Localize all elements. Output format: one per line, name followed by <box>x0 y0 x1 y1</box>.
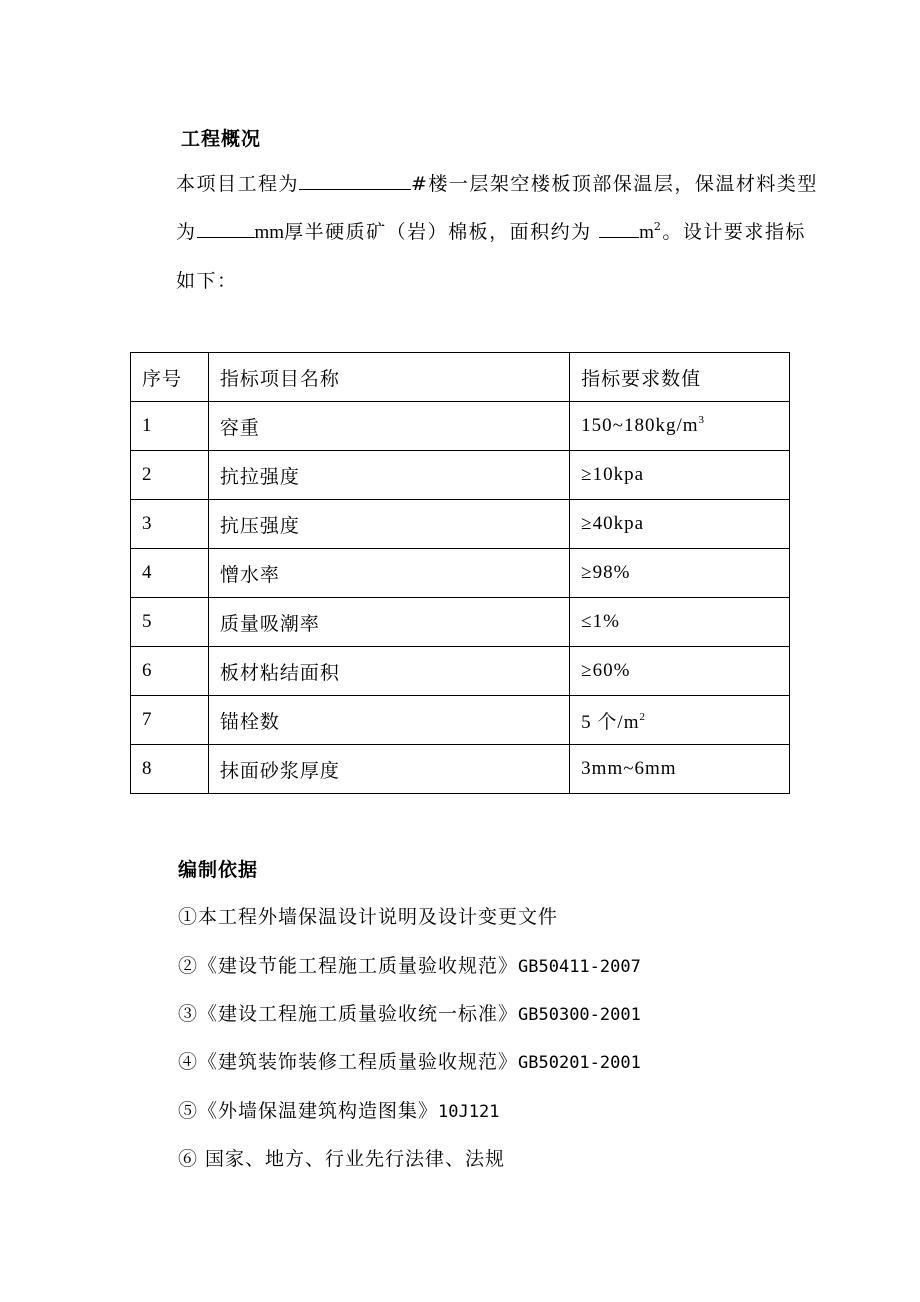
basis-item-text: ⑤《外墙保温建筑构造图集》 <box>178 1100 439 1122</box>
table-header-row <box>131 353 790 402</box>
para-text-6: 。设计要求指标如下： <box>176 221 806 292</box>
table-row <box>131 500 790 549</box>
header-cell-name: 指标项目名称 <box>208 353 569 402</box>
basis-item <box>178 1096 499 1123</box>
basis-item-text: ①本工程外墙保温设计说明及设计变更文件 <box>178 906 559 928</box>
basis-item <box>178 951 641 978</box>
row-value-sup: 3 <box>698 414 706 426</box>
row-name: 抹面砂浆厚度 <box>208 745 569 794</box>
table-row <box>131 549 790 598</box>
header-cell-no: 序号 <box>131 353 209 402</box>
basis-item <box>178 1144 505 1171</box>
row-value-text: 150~180kg/m <box>581 415 699 436</box>
row-no: 4 <box>131 549 209 598</box>
row-name: 抗压强度 <box>208 500 569 549</box>
row-no: 7 <box>131 696 209 745</box>
row-name: 质量吸潮率 <box>208 598 569 647</box>
table-row <box>131 647 790 696</box>
spec-table <box>130 352 790 794</box>
row-value-sup: 2 <box>639 710 646 723</box>
blank-thickness[interactable] <box>197 218 255 238</box>
para-text-1: 本项目工程为 <box>176 173 300 195</box>
row-value <box>570 549 790 598</box>
row-no: 3 <box>131 500 209 549</box>
para-unit-m: m <box>639 222 654 243</box>
row-value-text: ≥60% <box>581 660 631 681</box>
row-name: 板材粘结面积 <box>208 647 569 696</box>
blank-area[interactable] <box>599 218 639 238</box>
basis-item-text: ②《建设节能工程施工质量验收规范》 <box>178 955 519 977</box>
table-row <box>131 402 790 451</box>
row-value <box>570 647 790 696</box>
basis-item-code: GB50201-2001 <box>518 1053 641 1073</box>
row-value <box>570 696 790 745</box>
table-row <box>131 451 790 500</box>
basis-item <box>178 999 641 1026</box>
para-text-2: #楼一层架空楼板顶部保温层，保温材料类型为 <box>176 173 818 243</box>
row-value <box>570 500 790 549</box>
basis-item-code: 10J121 <box>438 1102 500 1122</box>
row-value-text: 5 个/m <box>581 711 640 733</box>
basis-item-text: ③《建设工程施工质量验收统一标准》 <box>178 1003 519 1025</box>
row-name: 锚栓数 <box>208 696 569 745</box>
row-value-text: ≥40kpa <box>581 513 645 534</box>
row-value-text: ≤1% <box>581 611 620 632</box>
basis-item-text: ④《建筑装饰装修工程质量验收规范》 <box>178 1051 519 1073</box>
table-row <box>131 696 790 745</box>
table-row <box>131 745 790 794</box>
row-value <box>570 451 790 500</box>
overview-paragraph <box>138 160 826 305</box>
para-unit-mm: mm <box>254 222 285 243</box>
section-heading-overview: 工程概况 <box>181 128 262 150</box>
row-name: 抗拉强度 <box>208 451 569 500</box>
row-name: 憎水率 <box>208 549 569 598</box>
row-value-text: ≥10kpa <box>581 464 645 485</box>
basis-item <box>178 1047 641 1074</box>
blank-building-number[interactable] <box>299 170 411 190</box>
row-value <box>570 598 790 647</box>
header-cell-value: 指标要求数值 <box>570 353 790 402</box>
row-no: 1 <box>131 402 209 451</box>
basis-item-code: GB50411-2007 <box>518 957 641 977</box>
row-no: 8 <box>131 745 209 794</box>
basis-item-text: ⑥ 国家、地方、行业先行法律、法规 <box>178 1148 506 1170</box>
basis-item-code: GB50300-2001 <box>518 1005 641 1025</box>
row-value <box>570 402 790 451</box>
row-no: 6 <box>131 647 209 696</box>
row-value <box>570 745 790 794</box>
row-no: 2 <box>131 451 209 500</box>
row-value-text: 3mm~6mm <box>581 758 677 779</box>
row-name: 容重 <box>208 402 569 451</box>
para-text-4: 厚半硬质矿（岩）棉板，面积约为 <box>284 221 600 243</box>
table-row <box>131 598 790 647</box>
row-no: 5 <box>131 598 209 647</box>
para-unit-sup: 2 <box>653 220 663 233</box>
row-value-text: ≥98% <box>581 562 631 583</box>
basis-item <box>178 902 558 929</box>
section-heading-basis: 编制依据 <box>178 859 259 881</box>
